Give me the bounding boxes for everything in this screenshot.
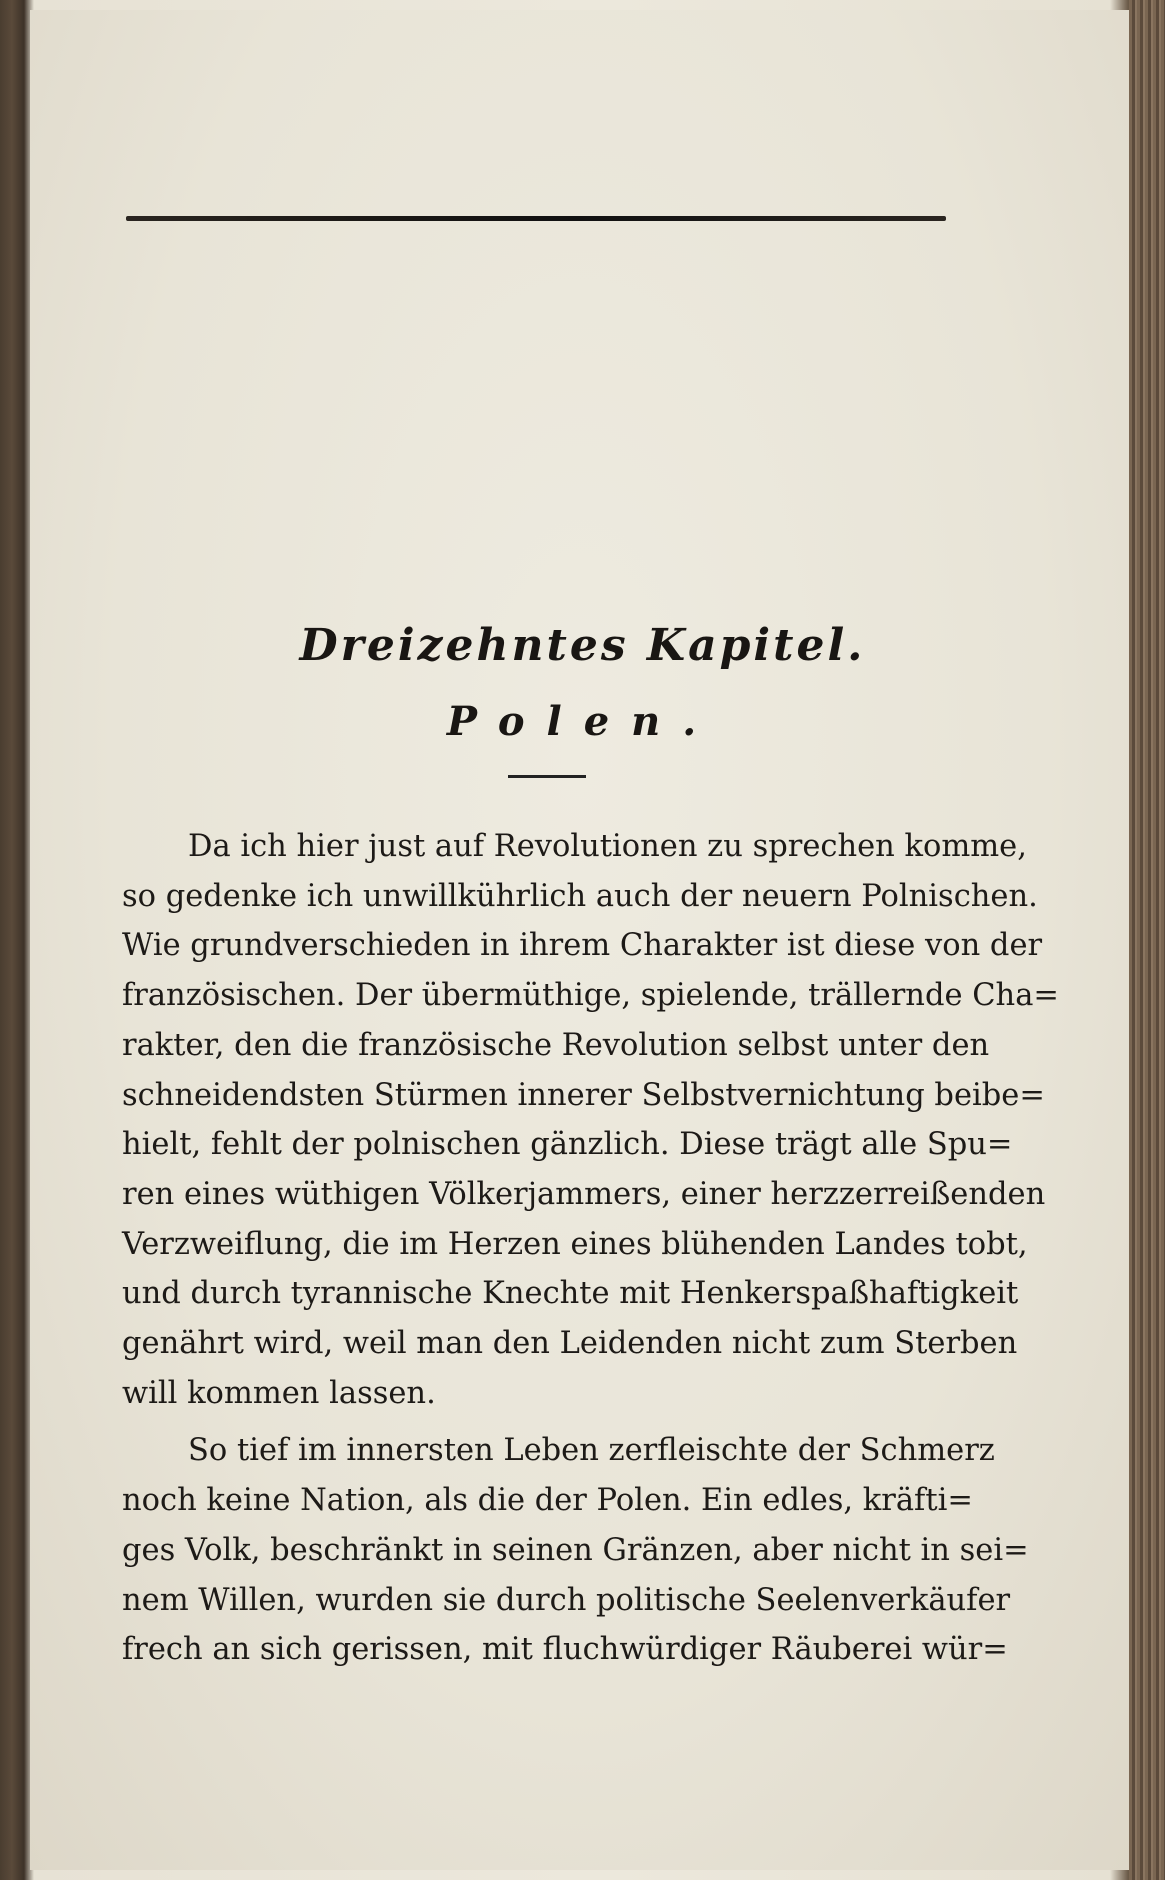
text-line: Da ich hier just auf Revolutionen zu sprechen komme,: [188, 829, 1027, 864]
book-edge: [1129, 0, 1165, 1880]
text-line: will kommen lassen.: [122, 1375, 436, 1411]
text-line: ren eines wüthigen Völkerjammers, einer herzzerreißenden: [122, 1176, 1046, 1212]
text-line: und durch tyrannische Knechte mit Henkerspaßhaftigkeit: [122, 1276, 1019, 1312]
body-text: [122, 822, 1059, 1675]
text-line: so gedenke ich unwillkührlich auch der neuern Polnischen.: [122, 878, 1038, 914]
text-line: frech an sich gerissen, mit fluchwürdiger Räuberei wür=: [122, 1632, 1008, 1668]
text-line: schneidendsten Stürmen innerer Selbstvernichtung beibe=: [122, 1077, 1045, 1113]
text-line: hielt, fehlt der polnischen gänzlich. Diese trägt alle Spu=: [122, 1127, 1013, 1163]
text-line: genährt wird, weil man den Leidenden nicht zum Sterben: [122, 1326, 1018, 1362]
header-rule: [126, 216, 946, 221]
text-line: französischen. Der übermüthige, spielende, trällernde Cha=: [122, 978, 1059, 1014]
text-line: noch keine Nation, als die der Polen. Ein edles, kräfti=: [122, 1483, 973, 1519]
text-line: Verzweiflung, die im Herzen eines blühenden Landes tobt,: [122, 1226, 1028, 1262]
text-line: rakter, den die französische Revolution selbst unter den: [122, 1027, 990, 1063]
text-line: ges Volk, beschränkt in seinen Gränzen, aber nicht in sei=: [122, 1532, 1029, 1568]
title-divider: [508, 775, 586, 778]
chapter-title: Dreizehntes Kapitel.: [299, 620, 866, 671]
text-line: Wie grundverschieden in ihrem Charakter ist diese von der: [122, 928, 1043, 964]
paragraph-1: [122, 822, 1059, 1418]
paragraph-2: [122, 1426, 1029, 1675]
text-line: So tief im innersten Leben zerfleischte der Schmerz: [188, 1433, 995, 1469]
chapter-subtitle: Polen.: [446, 698, 719, 745]
text-line: nem Willen, wurden sie durch politische Seelenverkäufer: [122, 1582, 1011, 1618]
